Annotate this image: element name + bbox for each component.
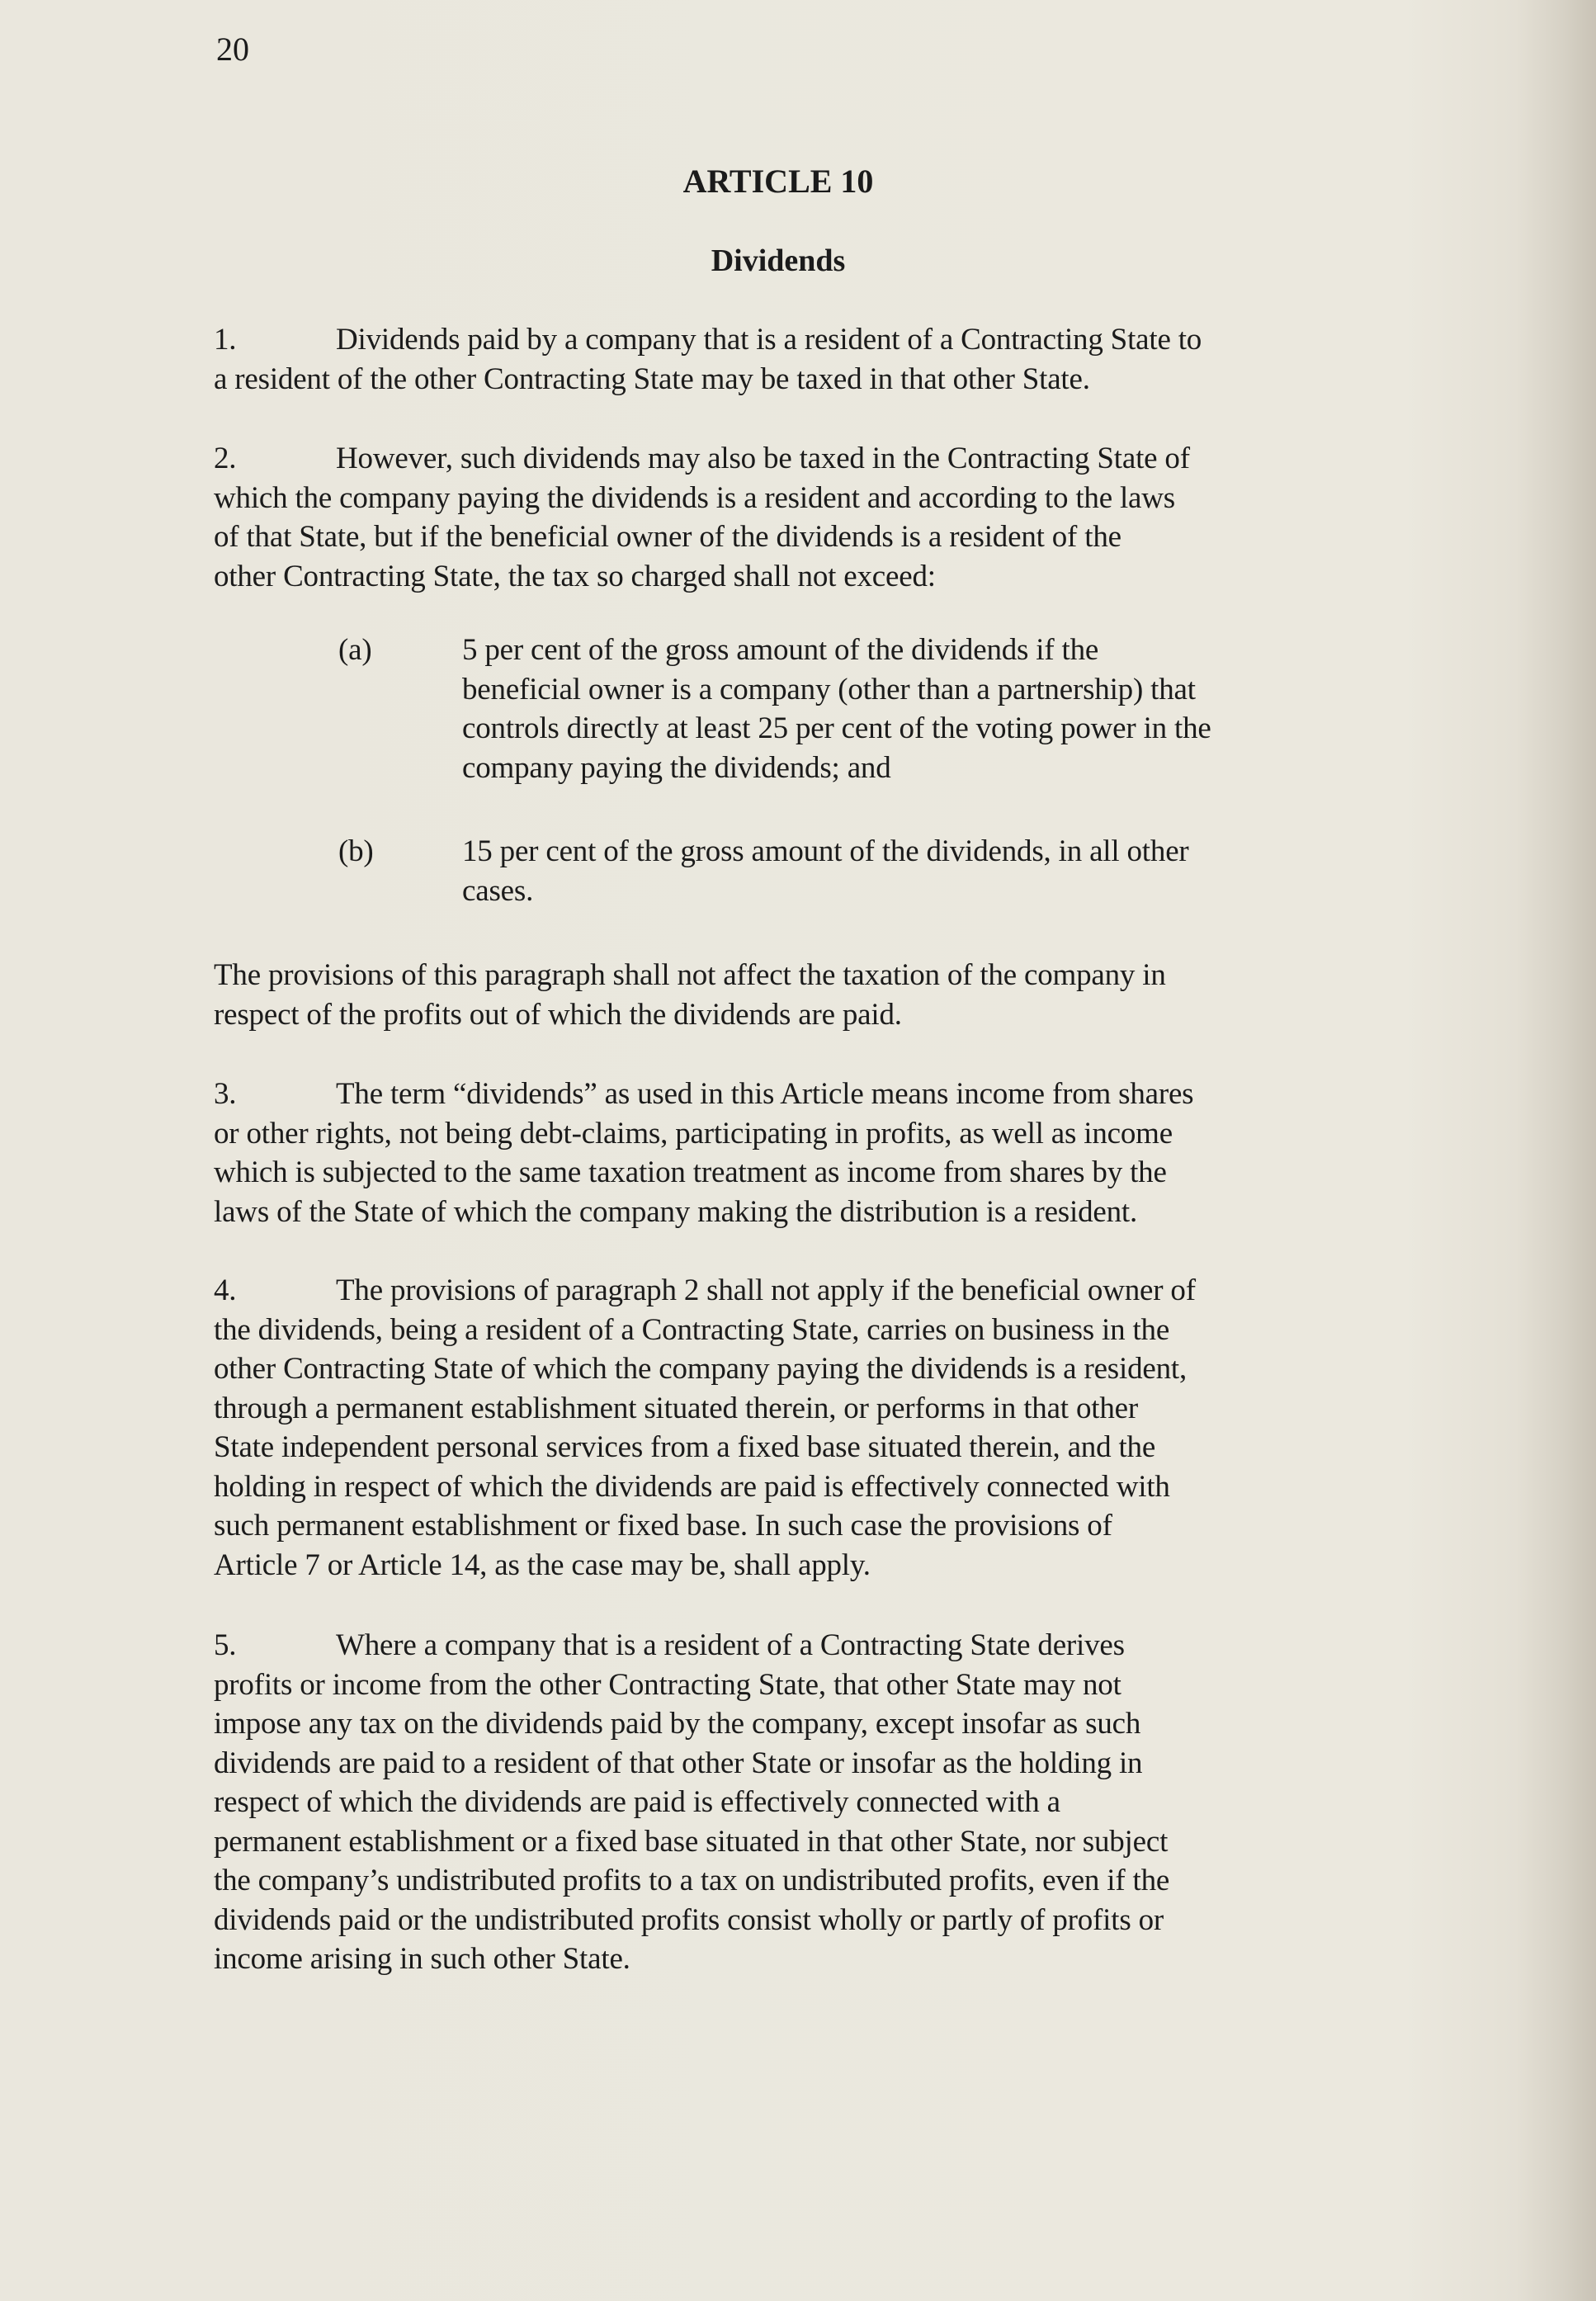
paragraph-line: impose any tax on the dividends paid by the company, except insofar as such xyxy=(214,1707,1141,1741)
article-subtitle: Dividends xyxy=(711,243,846,278)
paragraph-4 xyxy=(214,1271,1369,1585)
page-number: 20 xyxy=(216,31,249,68)
paragraph-line xyxy=(214,439,1369,479)
paragraph-line: the company’s undistributed profits to a tax on undistributed profits, even if the xyxy=(214,1864,1170,1897)
paragraph-2 xyxy=(214,439,1369,596)
paragraph-line: such permanent establishment or fixed base. In such case the provisions of xyxy=(214,1509,1112,1543)
sub-item-label: (a) xyxy=(338,633,372,667)
paragraph-line: a resident of the other Contracting State may be taxed in that other State. xyxy=(214,361,1090,396)
paragraph-number: 3. xyxy=(214,1077,237,1111)
paragraph-line: holding in respect of which the dividends are paid is effectively connected with xyxy=(214,1469,1170,1504)
paragraph-text: The provisions of paragraph 2 shall not apply if the beneficial owner of xyxy=(336,1273,1196,1307)
paragraph-line: the dividends, being a resident of a Contracting State, carries on business in the xyxy=(214,1312,1170,1347)
paragraph-line: other Contracting State of which the company paying the dividends is a resident, xyxy=(214,1352,1188,1386)
paragraph-text: However, such dividends may also be taxed in the Contracting State of xyxy=(336,442,1190,475)
paragraph-line: The provisions of this paragraph shall not affect the taxation of the company in xyxy=(214,958,1166,992)
article-title: ARTICLE 10 xyxy=(682,163,874,200)
paragraph-5 xyxy=(214,1626,1369,1979)
paragraph-line: laws of the State of which the company making the distribution is a resident. xyxy=(214,1194,1138,1229)
sub-item-text xyxy=(462,631,1362,787)
paragraph-line xyxy=(214,1626,1369,1666)
sub-item-line: 15 per cent of the gross amount of the dividends, in all other xyxy=(462,834,1189,868)
paragraph-text: The term “dividends” as used in this Article means income from shares xyxy=(336,1077,1194,1111)
paragraph-line: or other rights, not being debt-claims, participating in profits, as well as income xyxy=(214,1116,1173,1150)
paragraph-line: dividends paid or the undistributed profits consist wholly or partly of profits or xyxy=(214,1902,1164,1937)
paragraph-line: State independent personal services from a fixed base situated therein, and the xyxy=(214,1430,1156,1464)
sub-item-line: company paying the dividends; and xyxy=(462,750,891,785)
paragraph-text: Dividends paid by a company that is a resident of a Contracting State to xyxy=(336,323,1202,357)
paragraph-line: other Contracting State, the tax so charged shall not exceed: xyxy=(214,559,936,593)
paragraph-text: Where a company that is a resident of a Contracting State derives xyxy=(336,1628,1125,1662)
paragraph-line xyxy=(214,1075,1369,1114)
paragraph-line: permanent establishment or a fixed base situated in that other State, nor subject xyxy=(214,1824,1169,1859)
sub-item-line: controls directly at least 25 per cent of the voting power in the xyxy=(462,711,1211,745)
sub-item-line: beneficial owner is a company (other than a partnership) that xyxy=(462,672,1196,706)
paragraph-line: respect of the profits out of which the dividends are paid. xyxy=(214,997,902,1032)
paragraph-line: of that State, but if the beneficial owner of the dividends is a resident of the xyxy=(214,520,1121,554)
paragraph-number: 5. xyxy=(214,1628,237,1662)
sub-item-label: (b) xyxy=(338,834,374,868)
paragraph-3 xyxy=(214,1075,1369,1231)
paragraph-line: profits or income from the other Contracting State, that other State may not xyxy=(214,1667,1121,1702)
paragraph-line: dividends are paid to a resident of that other State or insofar as the holding in xyxy=(214,1746,1143,1780)
paragraph-1 xyxy=(214,320,1369,399)
sub-item-line: cases. xyxy=(462,873,534,908)
paragraph-line: which the company paying the dividends is a resident and according to the laws xyxy=(214,480,1176,515)
paragraph-line xyxy=(214,320,1369,360)
paragraph-number: 1. xyxy=(214,323,237,357)
paragraph-line: Article 7 or Article 14, as the case may be, shall apply. xyxy=(214,1547,871,1582)
paragraph-number: 2. xyxy=(214,442,237,475)
paragraph-line: which is subjected to the same taxation treatment as income from shares by the xyxy=(214,1155,1167,1189)
sub-item-text xyxy=(462,832,1362,910)
sub-item-line: 5 per cent of the gross amount of the dividends if the xyxy=(462,633,1099,667)
paragraph-line xyxy=(214,1271,1369,1311)
paragraph-line: respect of which the dividends are paid is effectively connected with a xyxy=(214,1785,1060,1819)
paragraph-number: 4. xyxy=(214,1273,237,1307)
paragraph-line: through a permanent establishment situated therein, or performs in that other xyxy=(214,1391,1138,1425)
paragraph-line: income arising in such other State. xyxy=(214,1942,630,1976)
paragraph-2-tail xyxy=(214,956,1369,1034)
